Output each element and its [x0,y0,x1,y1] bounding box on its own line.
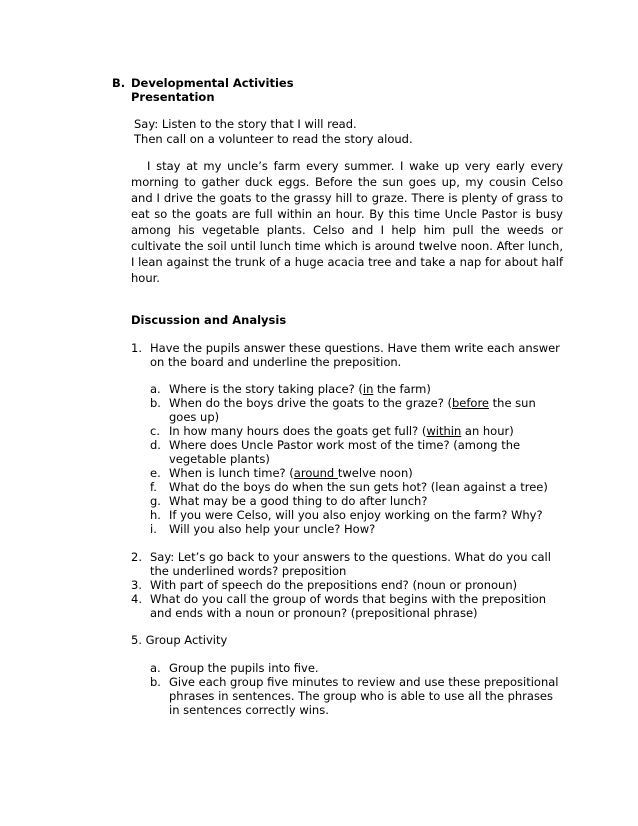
say-line-1: Say: Listen to the story that I will read. [134,117,357,131]
question-text [169,382,431,396]
section-subtitle: Presentation [131,90,215,104]
item-1-number: 1. [131,341,142,355]
question-text [169,480,548,494]
question-letter: c. [150,424,160,438]
question-text-pre: Will you also help your uncle? How? [169,522,376,536]
item-1-line-2: on the board and underline the preposition. [150,355,402,369]
question-text-pre: What may be a good thing to do after lunch? [169,494,428,508]
question-text [169,494,427,508]
group-b-line-3: in sentences correctly wins. [169,703,329,717]
item-4-line-2: and ends with a noun or pronoun? (prepositional phrase) [150,606,478,620]
item-1-line-1: Have the pupils answer these questions. Have them write each answer [150,341,560,355]
group-b-line-2: phrases in sentences. The group who is able to use all the phrases [169,689,553,703]
question-letter: h. [150,508,161,522]
question-preposition: within [426,424,462,438]
question-text-line-2: goes up) [169,410,220,424]
group-activity-heading: 5. Group Activity [131,633,228,647]
question-text-post: the farm) [373,382,431,396]
question-letter: d. [150,438,161,452]
group-b-line-1: Give each group five minutes to review and use these prepositional [169,675,559,689]
question-text-pre: Where does Uncle Pastor work most of the time? (among the [169,438,521,452]
question-text-pre: If you were Celso, will you also enjoy working on the farm? Why? [169,508,543,522]
say-line-2: Then call on a volunteer to read the story aloud. [134,132,413,146]
item-2-line-2: the underlined words? preposition [150,564,347,578]
question-text [169,466,413,480]
question-text-pre: Where is the story taking place? ( [169,382,363,396]
item-3-number: 3. [131,578,142,592]
question-text [169,396,536,410]
question-text-post: an hour) [461,424,514,438]
section-title: Developmental Activities [131,76,294,90]
item-4-number: 4. [131,592,142,606]
question-text-line-2: vegetable plants) [169,452,270,466]
item-2-number: 2. [131,550,142,564]
group-a-letter: a. [150,661,161,675]
question-text [169,508,543,522]
question-letter: a. [150,382,161,396]
item-3-line-1: With part of speech do the prepositions end? (noun or pronoun) [150,578,518,592]
group-a-line-1: Group the pupils into five. [169,661,319,675]
story-paragraph [131,158,563,286]
item-2-line-1: Say: Let’s go back to your answers to the questions. What do you call [150,550,551,564]
question-text-pre: When do the boys drive the goats to the graze? ( [169,396,452,410]
question-text-pre: In how many hours does the goats get full? ( [169,424,427,438]
question-text [169,424,514,438]
question-preposition: around [293,466,338,480]
question-letter: b. [150,396,161,410]
question-preposition: before [451,396,489,410]
group-b-letter: b. [150,675,161,689]
section-letter: B. [112,76,126,90]
question-letter: e. [150,466,161,480]
item-4-line-1: What do you call the group of words that begins with the preposition [150,592,547,606]
question-text-post: the sun [489,396,536,410]
question-preposition: in [362,382,374,396]
question-letter: g. [150,494,161,508]
question-text-post: twelve noon) [337,466,413,480]
question-letter: f. [150,480,157,494]
question-letter: i. [150,522,157,536]
question-text [169,438,520,452]
question-text-pre: When is lunch time? ( [169,466,294,480]
discussion-heading: Discussion and Analysis [131,313,287,327]
question-text-pre: What do the boys do when the sun gets hot? (lean against a tree) [169,480,548,494]
question-text [169,522,375,536]
story-text: I stay at my uncle’s farm every summer. I wake up very early every morning to gather duck eggs. Before the sun goes up, my cousin Celso and I drive the goats to the grassy hill to graze. There is plenty of grass to eat so the goats are full within an hour. By this time Uncle Pastor is busy among his vegetable plants. Celso and I help him pull the weeds or cultivate the soil until lunch time which is around twelve noon. After lunch, I lean against the trunk of a huge acacia tree and take a nap for about half hour. [131,159,563,285]
